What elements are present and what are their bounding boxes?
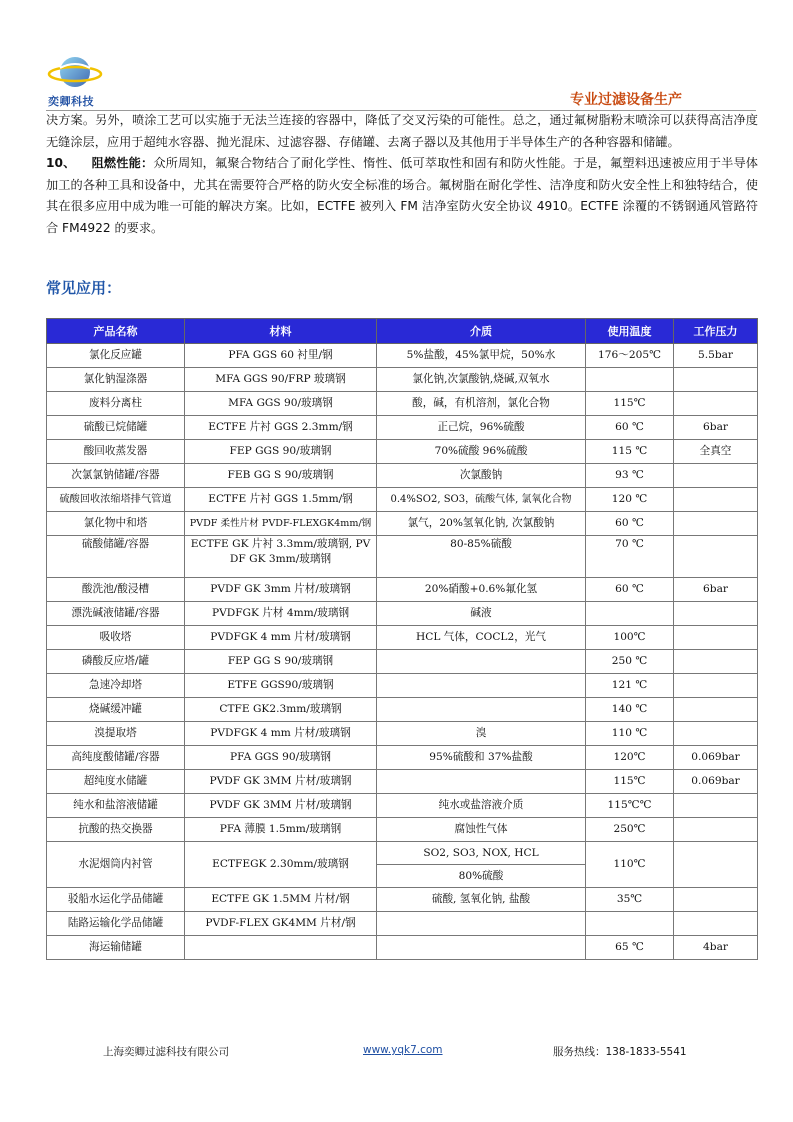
table-row	[47, 674, 758, 698]
cell-product: 漂洗碱液储罐/容器	[47, 602, 185, 626]
cell-material: FEB GG S 90/玻璃钢	[185, 464, 377, 488]
cell-material	[185, 936, 377, 960]
cell-pressure	[674, 650, 758, 674]
table-row	[47, 888, 758, 912]
table-row	[47, 936, 758, 960]
cell-medium	[377, 936, 586, 960]
cell-material: PVDFGK 4 mm 片材/玻璃钢	[185, 626, 377, 650]
cell-temperature	[586, 368, 674, 392]
paragraph-item-10	[46, 153, 758, 239]
cell-pressure	[674, 392, 758, 416]
cell-pressure: 6bar	[674, 578, 758, 602]
cell-medium: 腐蚀性气体	[377, 818, 586, 842]
cell-temperature: 250 ℃	[586, 650, 674, 674]
cell-material: PVDF 柔性片材 PVDF-FLEXGK4mm/钢	[185, 512, 377, 536]
cell-pressure	[674, 794, 758, 818]
cell-pressure	[674, 842, 758, 888]
cell-product: 氯化物中和塔	[47, 512, 185, 536]
table-row	[47, 746, 758, 770]
cell-medium	[377, 698, 586, 722]
cell-material: FEP GGS 90/玻璃钢	[185, 440, 377, 464]
cell-temperature: 70 ℃	[586, 536, 674, 578]
cell-material: CTFE GK2.3mm/玻璃钢	[185, 698, 377, 722]
cell-medium	[377, 674, 586, 698]
footer-website-link[interactable]: www.yqk7.com	[363, 1044, 443, 1056]
cell-material: PVDFGK 片材 4mm/玻璃钢	[185, 602, 377, 626]
cell-medium: 0.4%SO2, SO3，硫酸气体, 氯氧化合物	[377, 488, 586, 512]
section-title: 常见应用：	[46, 279, 122, 297]
footer-company: 上海奕卿过滤科技有限公司	[103, 1046, 229, 1058]
cell-temperature	[586, 912, 674, 936]
cell-product: 溴提取塔	[47, 722, 185, 746]
cell-pressure	[674, 512, 758, 536]
header-material: 材料	[185, 319, 377, 344]
cell-product: 烧碱缓冲罐	[47, 698, 185, 722]
cell-product: 硫酸回收浓缩塔排气管道	[47, 488, 185, 512]
header-pressure: 工作压力	[674, 319, 758, 344]
applications-table	[46, 318, 758, 960]
cell-temperature: 140 ℃	[586, 698, 674, 722]
cell-medium: 80-85%硫酸	[377, 536, 586, 578]
cell-material: PVDF-FLEX GK4MM 片材/钢	[185, 912, 377, 936]
cell-temperature: 65 ℃	[586, 936, 674, 960]
cell-material: PVDF GK 3MM 片材/玻璃钢	[185, 770, 377, 794]
cell-product: 抗酸的热交换器	[47, 818, 185, 842]
cell-medium: HCL 气体，COCL2，光气	[377, 626, 586, 650]
cell-material: ECTFE GK 1.5MM 片材/钢	[185, 888, 377, 912]
cell-medium: 氯化钠,次氯酸钠,烧碱,双氧水	[377, 368, 586, 392]
cell-product: 氯化钠湿涤器	[47, 368, 185, 392]
table-row	[47, 722, 758, 746]
cell-medium: 纯水或盐溶液介质	[377, 794, 586, 818]
cell-temperature: 60 ℃	[586, 512, 674, 536]
table-row	[47, 440, 758, 464]
cell-medium: 5%盐酸，45%氯甲烷，50%水	[377, 344, 586, 368]
cell-pressure: 0.069bar	[674, 770, 758, 794]
cell-material: ECTFE 片衬 GGS 1.5mm/钢	[185, 488, 377, 512]
cell-material: PFA GGS 60 衬里/钢	[185, 344, 377, 368]
cell-medium: 硫酸, 氢氧化钠, 盐酸	[377, 888, 586, 912]
cell-temperature: 60 ℃	[586, 578, 674, 602]
cell-pressure: 0.069bar	[674, 746, 758, 770]
cell-temperature: 60 ℃	[586, 416, 674, 440]
cell-pressure	[674, 368, 758, 392]
cell-pressure: 5.5bar	[674, 344, 758, 368]
table-row	[47, 368, 758, 392]
cell-pressure	[674, 536, 758, 578]
cell-material: ECTFE GK 片衬 3.3mm/玻璃钢, PVDF GK 3mm/玻璃钢	[185, 536, 377, 578]
cell-temperature: 115 ℃	[586, 440, 674, 464]
cell-medium	[377, 650, 586, 674]
header-product-name: 产品名称	[47, 319, 185, 344]
cell-product: 吸收塔	[47, 626, 185, 650]
cell-medium: SO2, SO3, NOX, HCL	[377, 842, 586, 865]
cell-product: 急速冷却塔	[47, 674, 185, 698]
cell-medium-extra: 80%硫酸	[377, 865, 586, 888]
cell-material: ETFE GGS90/玻璃钢	[185, 674, 377, 698]
table-row	[47, 464, 758, 488]
table-row	[47, 344, 758, 368]
cell-temperature: 115℃	[586, 392, 674, 416]
cell-temperature: 93 ℃	[586, 464, 674, 488]
body-text	[46, 110, 758, 239]
cell-pressure	[674, 888, 758, 912]
cell-medium	[377, 912, 586, 936]
cell-medium: 氯气，20%氢氧化钠, 次氯酸钠	[377, 512, 586, 536]
header-temperature: 使用温度	[586, 319, 674, 344]
cell-product: 纯水和盐溶液储罐	[47, 794, 185, 818]
cell-product: 陆路运输化学品储罐	[47, 912, 185, 936]
table-row	[47, 392, 758, 416]
item-title: 阻燃性能：	[91, 156, 154, 170]
cell-product: 酸洗池/酸浸槽	[47, 578, 185, 602]
cell-medium: 正己烷，96%硫酸	[377, 416, 586, 440]
table-row	[47, 602, 758, 626]
table-row	[47, 912, 758, 936]
table-row	[47, 650, 758, 674]
cell-temperature: 110℃	[586, 842, 674, 888]
paragraph-continued: 决方案。另外，喷涂工艺可以实施于无法兰连接的容器中，降低了交叉污染的可能性。总之，通过氟树脂粉末喷涂可以获得高洁净度无缝涂层，应用于超纯水容器、抛光混床、过滤容器、存储罐、去离子器以及其他用于半导体生产的各种容器和储罐。	[46, 113, 758, 149]
table-row	[47, 488, 758, 512]
cell-temperature: 110 ℃	[586, 722, 674, 746]
cell-product: 硫酸已烷储罐	[47, 416, 185, 440]
cell-material: FEP GG S 90/玻璃钢	[185, 650, 377, 674]
cell-medium: 20%硝酸+0.6%氟化氢	[377, 578, 586, 602]
table-row	[47, 536, 758, 578]
cell-medium: 次氯酸钠	[377, 464, 586, 488]
cell-material: MFA GGS 90/玻璃钢	[185, 392, 377, 416]
cell-temperature: 120 ℃	[586, 488, 674, 512]
logo-text: 奕卿科技	[48, 95, 94, 108]
cell-medium: 酸，碱，有机溶剂，氯化合物	[377, 392, 586, 416]
cell-medium: 70%硫酸 96%硫酸	[377, 440, 586, 464]
table-row	[47, 794, 758, 818]
cell-temperature: 115℃	[586, 770, 674, 794]
cell-pressure: 4bar	[674, 936, 758, 960]
cell-product: 硫酸储罐/容器	[47, 536, 185, 578]
cell-temperature: 121 ℃	[586, 674, 674, 698]
cell-medium	[377, 770, 586, 794]
cell-temperature: 176～205℃	[586, 344, 674, 368]
cell-material: PFA GGS 90/玻璃钢	[185, 746, 377, 770]
footer-hotline: 服务热线：138-1833-5541	[553, 1046, 687, 1058]
cell-product: 酸回收蒸发器	[47, 440, 185, 464]
table-row	[47, 578, 758, 602]
table-row	[47, 818, 758, 842]
table-row	[47, 698, 758, 722]
table-header-row	[47, 319, 758, 344]
cell-pressure	[674, 818, 758, 842]
cell-pressure: 6bar	[674, 416, 758, 440]
cell-temperature: 120℃	[586, 746, 674, 770]
item-number: 10、	[46, 156, 76, 170]
cell-pressure	[674, 602, 758, 626]
table-row	[47, 416, 758, 440]
cell-temperature: 100℃	[586, 626, 674, 650]
cell-pressure	[674, 698, 758, 722]
table-row	[47, 626, 758, 650]
cell-product: 水泥烟筒内衬管	[47, 842, 185, 888]
cell-material: PVDFGK 4 mm 片材/玻璃钢	[185, 722, 377, 746]
header-medium: 介质	[377, 319, 586, 344]
cell-material: ECTFEGK 2.30mm/玻璃钢	[185, 842, 377, 888]
cell-pressure: 全真空	[674, 440, 758, 464]
cell-product: 废料分离柱	[47, 392, 185, 416]
cell-pressure	[674, 722, 758, 746]
cell-medium: 95%硫酸和 37%盐酸	[377, 746, 586, 770]
cell-pressure	[674, 626, 758, 650]
cell-product: 超纯度水储罐	[47, 770, 185, 794]
table-row	[47, 770, 758, 794]
cell-pressure	[674, 674, 758, 698]
cell-pressure	[674, 488, 758, 512]
cell-medium: 溴	[377, 722, 586, 746]
cell-temperature: 115℃℃	[586, 794, 674, 818]
cell-product: 高纯度酸储罐/容器	[47, 746, 185, 770]
cell-product: 氯化反应罐	[47, 344, 185, 368]
cell-temperature	[586, 602, 674, 626]
item-text: 众所周知，氟聚合物结合了耐化学性、惰性、低可萃取性和固有和防火性能。于是，氟塑料迅速被应用于半导体加工的各种工具和设备中，尤其在需要符合严格的防火安全标准的场合。氟树脂在耐化学性、洁净度和防火安全性上和独特结合，使其在很多应用中成为唯一可能的解决方案。比如，ECTFE 被列入 FM 洁净室防火安全协议 4910。ECTFE 涂覆的不锈钢通风管路符合 FM4922 的要求。	[46, 156, 758, 235]
cell-material: PVDF GK 3MM 片材/玻璃钢	[185, 794, 377, 818]
cell-material: PVDF GK 3mm 片材/玻璃钢	[185, 578, 377, 602]
cell-medium: 碱液	[377, 602, 586, 626]
cell-pressure	[674, 464, 758, 488]
cell-pressure	[674, 912, 758, 936]
cell-material: ECTFE 片衬 GGS 2.3mm/钢	[185, 416, 377, 440]
cell-product: 次氯氯钠储罐/容器	[47, 464, 185, 488]
cell-material: MFA GGS 90/FRP 玻璃钢	[185, 368, 377, 392]
cell-temperature: 250℃	[586, 818, 674, 842]
cell-product: 磷酸反应塔/罐	[47, 650, 185, 674]
table-row	[47, 512, 758, 536]
table-row	[47, 842, 758, 865]
header-tagline: 专业过滤设备生产	[570, 92, 682, 108]
cell-product: 驳船水运化学品储罐	[47, 888, 185, 912]
cell-temperature: 35℃	[586, 888, 674, 912]
cell-product: 海运输储罐	[47, 936, 185, 960]
cell-material: PFA 薄膜 1.5mm/玻璃钢	[185, 818, 377, 842]
